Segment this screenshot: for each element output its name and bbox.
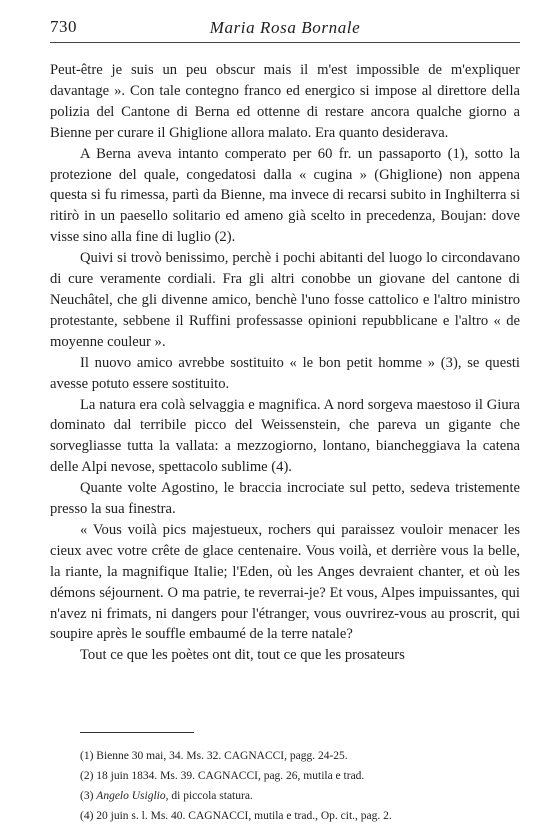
footnote-mark: (2): [80, 770, 94, 782]
footnote-text-italic: Angelo Usiglio,: [96, 790, 169, 802]
footnote: [80, 806, 520, 826]
footnote-mark: (4): [80, 810, 94, 822]
body-text: [50, 60, 520, 666]
footnote-text: 18 juin 1834. Ms. 39. CAGNACCI, pag. 26, mutila e trad.: [96, 770, 365, 782]
running-head: Maria Rosa Bornale: [209, 18, 361, 37]
paragraph: Peut-être je suis un peu obscur mais il m'est impossible de m'expliquer davantage ». Con tale contegno franco ed energico si impose al direttore della polizia del Cantone di Berna ed ottenne di restare ancora qualche giorno a Bienne per curare il Ghiglione allora malato. Era quanto desiderava.: [50, 62, 520, 141]
paragraph: Il nuovo amico avrebbe sostituito « le bon petit homme » (3), se questi avesse potuto essere sostituito.: [50, 354, 520, 392]
footnote-mark: (1): [80, 750, 94, 762]
paragraph: Quante volte Agostino, le braccia incrociate sul petto, sedeva tristemente presso la sua finestra.: [50, 480, 520, 518]
paragraph: Tout ce que les poètes ont dit, tout ce que les prosateurs: [80, 647, 405, 664]
footnote: [80, 766, 520, 786]
footnote-divider: [80, 732, 194, 733]
footnote-text: 20 juin s. l. Ms. 40. CAGNACCI, mutila e trad., Op. cit., pag. 2.: [96, 810, 392, 822]
footnote: [80, 746, 520, 766]
quotation-paragraph: « Vous voilà pics majestueux, rochers qui paraissez vouloir menacer les cieux avec votre crête de glace centenaire. Vous voilà, et derrière vous la belle, la riante, la magnifique Italie; l'Eden, où les Anges devraient chanter, et où les démons séjournent. O ma patrie, te reverrai-je? Et vous, Alpes impuissantes, qui n'avez ni frimats, ni dangers pour l'étranger, vous ouvrirez-vous au proscrit, qui soupire après le souffle embaumé de la terre natale?: [50, 521, 520, 643]
page-number: 730: [50, 17, 77, 36]
paragraph: Quivi si trovò benissimo, perchè i pochi abitanti del luogo lo circondavano di cure veramente cordiali. Fra gli altri conobbe un giovane del cantone di Neuchâtel, che gli divenne amico, benchè l'uno fosse cattolico e l'altro ministro protestante, sebbene il Ruffini professasse opinioni repubblicane e l'altro « de moyenne couleur ».: [50, 250, 520, 350]
paragraph: La natura era colà selvaggia e magnifica. A nord sorgeva maestoso il Giura dominato dal terribile picco del Weissenstein, che pareva un gigante che sorvegliasse tutta la vallata: a mezzogiorno, lontano, biancheggiava la catena delle Alpi nevose, spettacolo sublime (4).: [50, 396, 520, 476]
footnote-mark: (3): [80, 790, 94, 802]
footnote-text: Bienne 30 mai, 34. Ms. 32. CAGNACCI, pagg. 24-25.: [96, 750, 348, 762]
footnote: [80, 786, 520, 806]
page-header: [50, 14, 520, 43]
paragraph: A Berna aveva intanto comperato per 60 fr. un passaporto (1), sotto la protezione del quale, congedatosi dalla « cugina » (Ghiglione) non appena questa si fu rimessa, partì da Bienne, ma invece di recarsi subito in Inghilterra si ritirò in un paesello solitario ed ameno già scelto in precedenza, Boujan: dove visse sino alla fine di luglio (2).: [50, 145, 520, 246]
footnote-text: di piccola statura.: [168, 790, 253, 802]
footnotes: [80, 746, 520, 826]
